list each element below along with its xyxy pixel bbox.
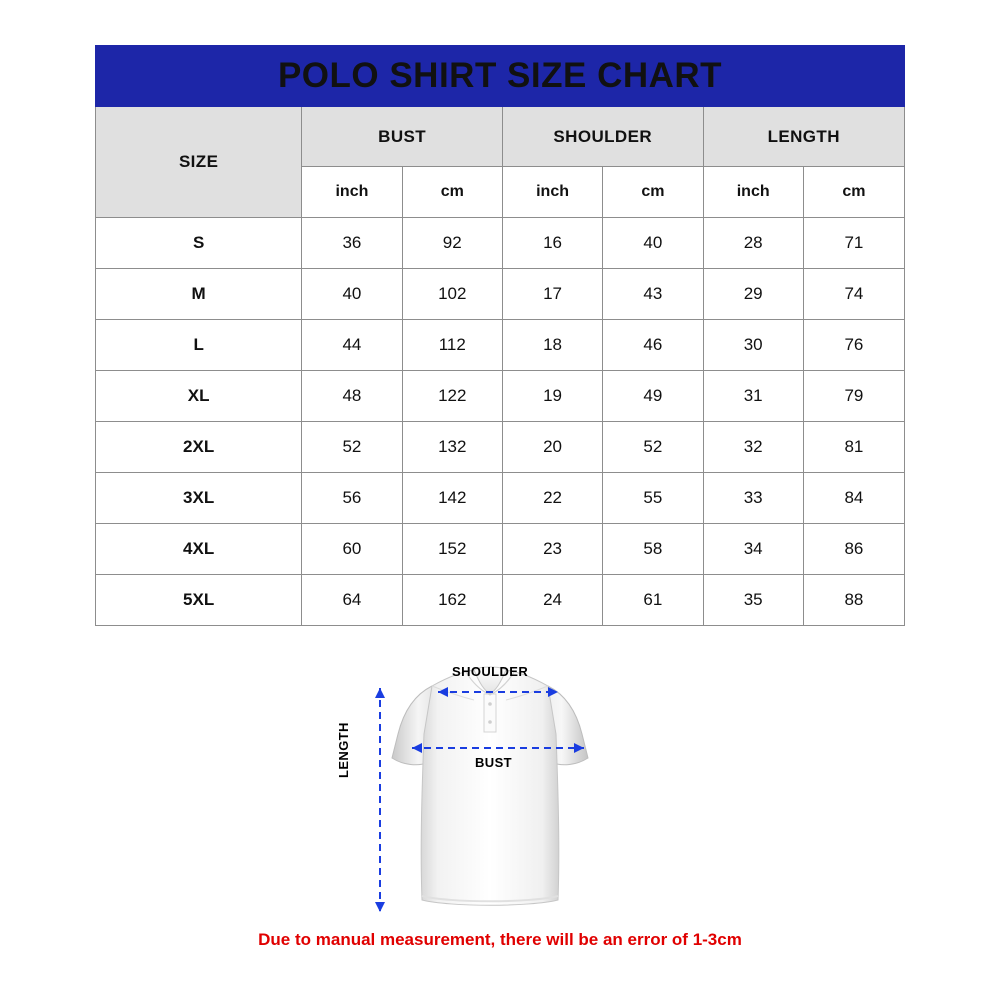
cell-bust-inch: 56 [302,473,402,524]
table-row [96,422,905,473]
header-shoulder: SHOULDER [502,107,703,167]
cell-bust-cm: 132 [402,422,502,473]
cell-shoulder-cm: 43 [603,269,703,320]
cell-bust-inch: 48 [302,371,402,422]
cell-length-inch: 34 [703,524,803,575]
cell-shoulder-cm: 40 [603,218,703,269]
table-row [96,320,905,371]
cell-bust-inch: 44 [302,320,402,371]
label-bust: BUST [475,755,512,770]
table-row [96,269,905,320]
cell-bust-cm: 152 [402,524,502,575]
cell-length-inch: 35 [703,575,803,626]
unit-length-cm: cm [803,167,904,218]
cell-bust-cm: 92 [402,218,502,269]
cell-length-cm: 71 [803,218,904,269]
cell-bust-inch: 52 [302,422,402,473]
header-bust: BUST [302,107,503,167]
cell-size: L [96,320,302,371]
cell-shoulder-cm: 61 [603,575,703,626]
table-row [96,371,905,422]
cell-shoulder-cm: 55 [603,473,703,524]
cell-length-inch: 33 [703,473,803,524]
label-length: LENGTH [336,722,351,778]
cell-bust-cm: 162 [402,575,502,626]
table-title-row [96,46,905,107]
cell-bust-inch: 40 [302,269,402,320]
cell-length-inch: 31 [703,371,803,422]
cell-shoulder-inch: 23 [502,524,602,575]
cell-bust-cm: 102 [402,269,502,320]
cell-shoulder-inch: 20 [502,422,602,473]
size-chart-container [95,45,905,626]
measurement-note: Due to manual measurement, there will be an error of 1-3cm [258,930,742,949]
cell-bust-cm: 122 [402,371,502,422]
cell-shoulder-inch: 22 [502,473,602,524]
header-length: LENGTH [703,107,904,167]
size-chart-table [95,45,905,626]
unit-bust-cm: cm [402,167,502,218]
cell-size: M [96,269,302,320]
header-size: SIZE [96,107,302,218]
cell-size: 5XL [96,575,302,626]
cell-shoulder-cm: 58 [603,524,703,575]
cell-shoulder-inch: 18 [502,320,602,371]
table-row [96,524,905,575]
cell-length-cm: 88 [803,575,904,626]
table-row [96,218,905,269]
cell-length-cm: 81 [803,422,904,473]
cell-bust-inch: 36 [302,218,402,269]
unit-length-inch: inch [703,167,803,218]
cell-shoulder-inch: 24 [502,575,602,626]
cell-shoulder-inch: 17 [502,269,602,320]
cell-length-cm: 86 [803,524,904,575]
table-row [96,575,905,626]
cell-shoulder-inch: 16 [502,218,602,269]
unit-bust-inch: inch [302,167,402,218]
label-shoulder: SHOULDER [452,664,529,679]
cell-shoulder-inch: 19 [502,371,602,422]
cell-shoulder-cm: 49 [603,371,703,422]
measurement-diagram [336,630,660,930]
cell-size: 4XL [96,524,302,575]
cell-bust-inch: 64 [302,575,402,626]
cell-length-inch: 30 [703,320,803,371]
table-row [96,473,905,524]
cell-size: 2XL [96,422,302,473]
cell-size: XL [96,371,302,422]
cell-length-cm: 84 [803,473,904,524]
cell-bust-cm: 112 [402,320,502,371]
cell-length-inch: 32 [703,422,803,473]
cell-length-cm: 74 [803,269,904,320]
cell-size: 3XL [96,473,302,524]
cell-bust-inch: 60 [302,524,402,575]
cell-length-cm: 79 [803,371,904,422]
cell-shoulder-cm: 52 [603,422,703,473]
cell-length-cm: 76 [803,320,904,371]
unit-shoulder-cm: cm [603,167,703,218]
cell-size: S [96,218,302,269]
cell-shoulder-cm: 46 [603,320,703,371]
cell-length-inch: 28 [703,218,803,269]
table-group-header-row [96,107,905,167]
unit-shoulder-inch: inch [502,167,602,218]
cell-bust-cm: 142 [402,473,502,524]
cell-length-inch: 29 [703,269,803,320]
page-title: POLO SHIRT SIZE CHART [96,46,905,107]
